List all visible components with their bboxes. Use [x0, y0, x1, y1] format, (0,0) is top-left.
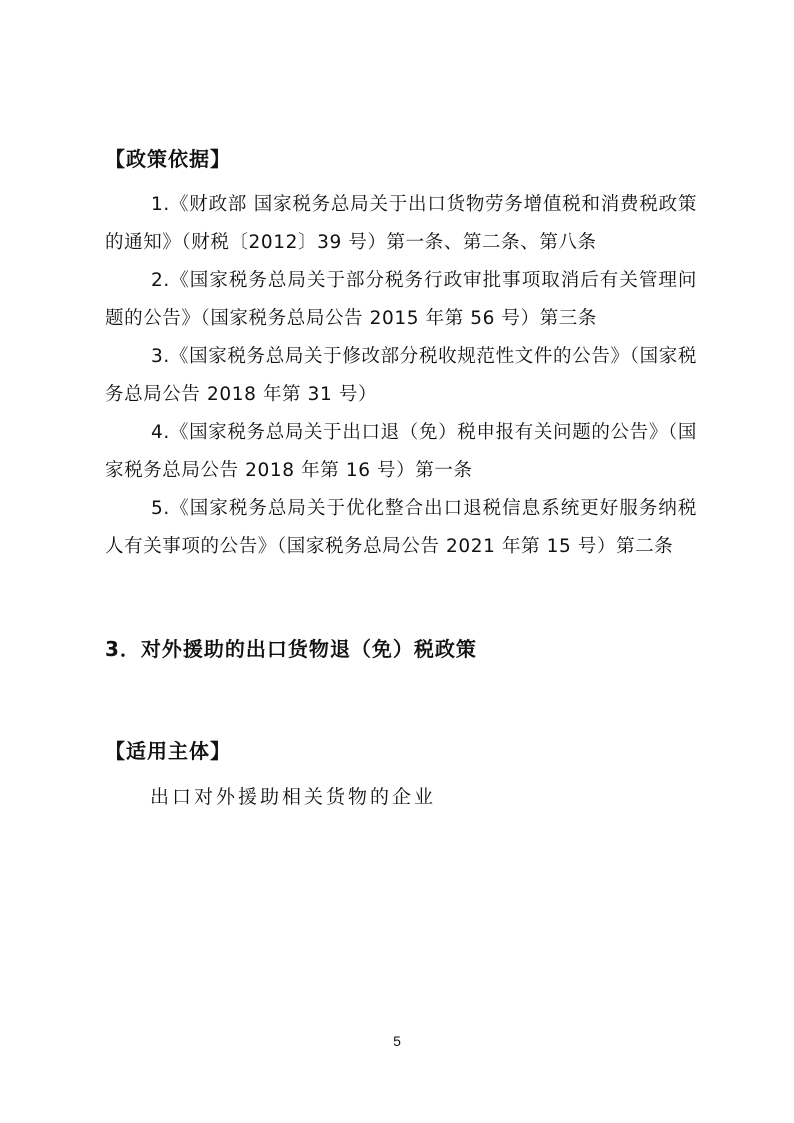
policy-basis-item-2: 2.《国家税务总局关于部分税务行政审批事项取消后有关管理问题的公告》（国家税务总局公告 2015 年第 56 号）第三条	[105, 270, 697, 329]
policy-basis-item-1: 1.《财政部 国家税务总局关于出口货物劳务增值税和消费税政策的通知》（财税〔2012〕39 号）第一条、第二条、第八条	[105, 194, 697, 253]
section-title: 3．对外援助的出口货物退（免）税政策	[105, 637, 477, 661]
policy-basis-list	[105, 186, 697, 566]
applicable-subject-heading: 【适用主体】	[105, 739, 231, 763]
policy-basis-heading: 【政策依据】	[105, 147, 231, 171]
policy-basis-item-4: 4.《国家税务总局关于出口退（免）税申报有关问题的公告》（国家税务总局公告 2018 年第 16 号）第一条	[105, 422, 697, 481]
page-number: 5	[393, 1033, 401, 1049]
applicable-subject-text: 出口对外援助相关货物的企业	[150, 786, 437, 808]
policy-basis-item-5: 5.《国家税务总局关于优化整合出口退税信息系统更好服务纳税人有关事项的公告》（国家税务总局公告 2021 年第 15 号）第二条	[105, 498, 697, 557]
policy-basis-item-3: 3.《国家税务总局关于修改部分税收规范性文件的公告》（国家税务总局公告 2018 年第 31 号）	[105, 346, 697, 405]
